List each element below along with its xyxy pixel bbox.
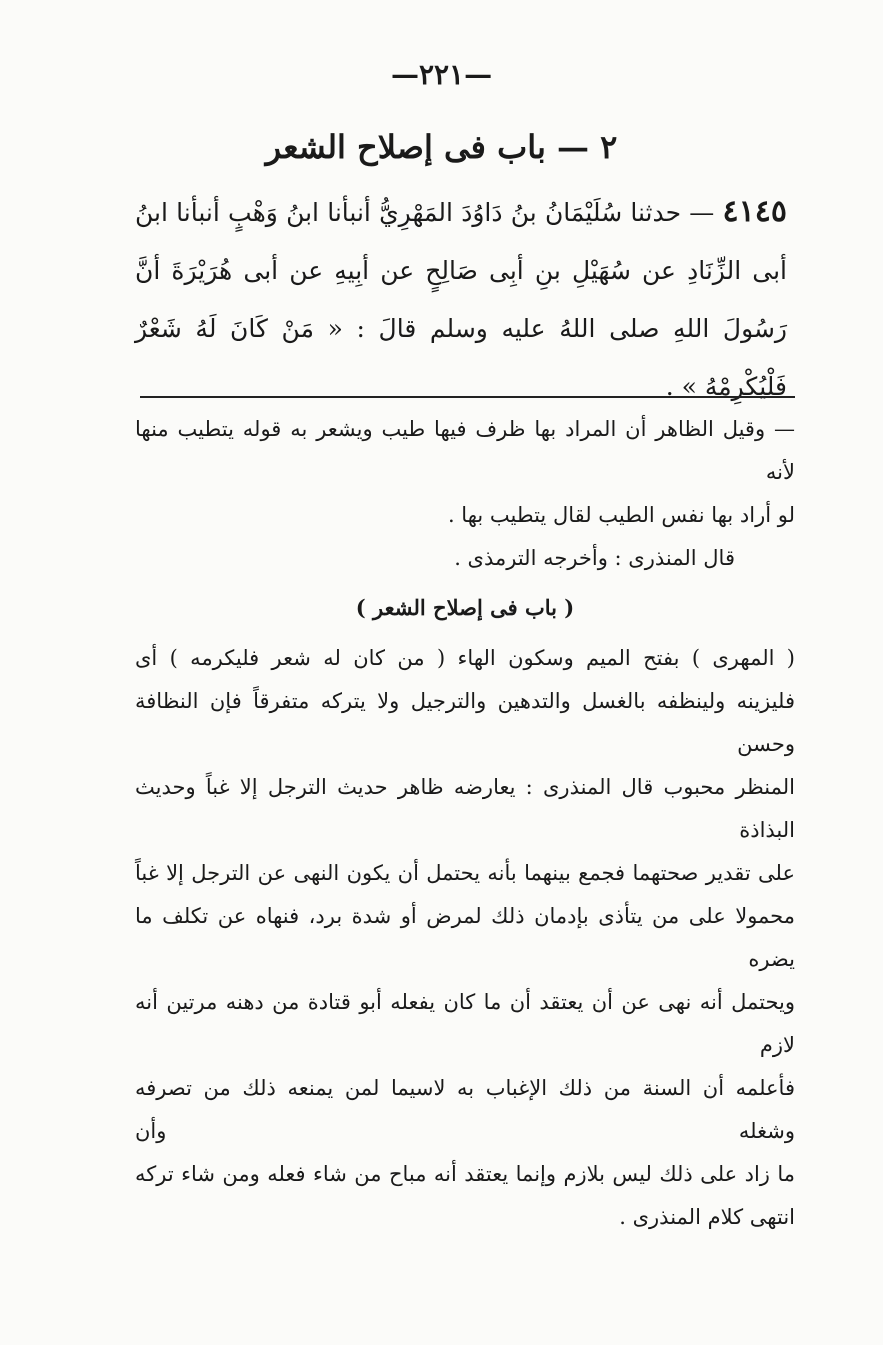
chapter-title: ٢ — باب فى إصلاح الشعر: [265, 128, 618, 166]
explanation-line: على تقدير صحتهما فجمع بينهما بأنه يحتمل أن يكون النهى عن الترجل إلا غباً: [135, 861, 795, 885]
page-number: —٢٢١—: [390, 58, 493, 91]
section-heading: ( باب فى إصلاح الشعر ): [355, 595, 575, 620]
explanation-line: ويحتمل أنه نهى عن أن يعتقد أن ما كان يفعله أبو قتادة من دهنه مرتين أنه لازم: [135, 990, 795, 1057]
commentary-block: [135, 408, 795, 1239]
hadith-text: — حدثنا سُلَيْمَانُ بنُ دَاوُدَ المَهْرِيُّ أنبأنا ابنُ وَهْبٍ أنبأنا ابنُ أبى الزِّنَادِ عن سُهَيْلِ بنِ أبِى صَالِحٍ عن أبِيهِ عن أبى هُرَيْرَةَ أنَّ رَسُولَ اللهِ صلى اللهُ عليه وسلم قالَ : « مَنْ كَانَ لَهُ شَعْرٌ فَلْيُكْرِمْهُ » .: [135, 198, 787, 401]
hadith-number: ٤١٤٥: [722, 194, 787, 229]
explanation-line: ( المهرى ) بفتح الميم وسكون الهاء ( من كان له شعر فليكرمه ) أى: [135, 646, 795, 670]
commentary-line: لو أراد بها نفس الطيب لقال يتطيب بها .: [447, 503, 795, 527]
mundhiri-note: قال المنذرى : وأخرجه الترمذى .: [454, 546, 735, 570]
hadith-block: [135, 183, 787, 416]
explanation-line: انتهى كلام المنذرى .: [619, 1205, 795, 1229]
explanation-line: فأعلمه أن السنة من ذلك الإغباب به لاسيما لمن يمنعه ذلك من تصرفه وشغله وأن: [135, 1076, 795, 1143]
footnote-divider: [140, 396, 795, 398]
explanation-line: فليزينه ولينظفه بالغسل والتدهين والترجيل ولا يتركه متفرقاً فإن النظافة وحسن: [135, 689, 795, 756]
explanation-line: محمولا على من يتأذى بإدمان ذلك لمرض أو شدة برد، فنهاه عن تكلف ما يضره: [135, 904, 795, 971]
commentary-line: — وقيل الظاهر أن المراد بها ظرف فيها طيب ويشعر به قوله يتطيب منها لأنه: [135, 417, 795, 484]
explanation-line: ما زاد على ذلك ليس بلازم وإنما يعتقد أنه مباح من شاء فعله ومن شاء تركه: [135, 1162, 795, 1186]
explanation-line: المنظر محبوب قال المنذرى : يعارضه ظاهر حديث الترجل إلا غباً وحديث البذاذة: [135, 775, 795, 842]
